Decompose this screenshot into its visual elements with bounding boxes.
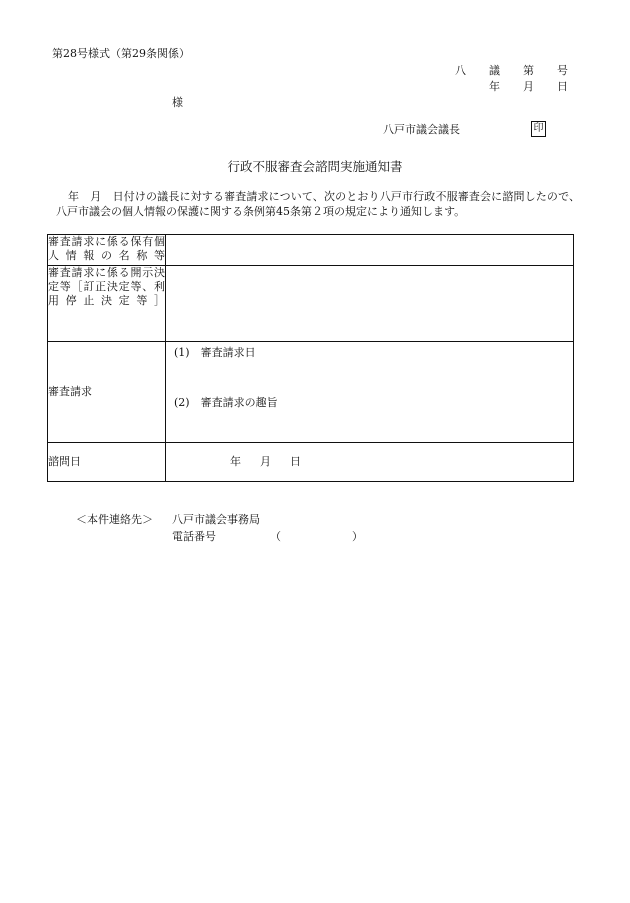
- contact-office: 八戸市議会事務局: [172, 513, 260, 526]
- form-number: 第28号様式（第29条関係）: [52, 47, 190, 60]
- phone-label: 電話番号: [172, 530, 216, 543]
- table-row: [48, 266, 574, 342]
- row-label-disclosure-decision: 審査請求に係る開示決定等［訂正決定等、利用停止決定等］: [48, 266, 166, 342]
- row-value-personal-info[interactable]: [166, 235, 574, 266]
- table-row: [48, 443, 574, 482]
- request-details-table: [47, 234, 574, 482]
- seal-mark: 印: [531, 121, 546, 137]
- contact-label: ＜本件連絡先＞: [76, 513, 153, 526]
- row-label-inquiry-date: 諮問日: [48, 443, 166, 482]
- row-label-personal-info: 審査請求に係る保有個人情報の名称等: [48, 235, 166, 266]
- row-value-disclosure-decision[interactable]: [166, 266, 574, 342]
- table-row: [48, 342, 574, 443]
- row-value-inquiry-date[interactable]: 年 月 日: [166, 443, 574, 482]
- document-number: 八 議 第 号: [455, 64, 574, 77]
- row-label-request: 審査請求: [48, 342, 166, 443]
- table-row: [48, 235, 574, 266]
- document-title: 行政不服審査会諮問実施通知書: [227, 159, 403, 174]
- sender-title: 八戸市議会議長: [383, 123, 460, 136]
- request-date-item: (1) 審査請求日: [174, 346, 256, 359]
- notice-body: 年 月 日付けの議長に対する審査請求について、次のとおり八戸市行政不服審査会に諮問したので、八戸市議会の個人情報の保護に関する条例第45条第２項の規定により通知します。: [56, 190, 580, 218]
- phone-number-field[interactable]: （ ）: [270, 530, 393, 543]
- addressee-honorific: 様: [172, 96, 183, 109]
- request-purpose-item: (2) 審査請求の趣旨: [174, 396, 278, 409]
- row-value-request[interactable]: [166, 342, 574, 443]
- document-date: 年 月 日: [489, 80, 574, 93]
